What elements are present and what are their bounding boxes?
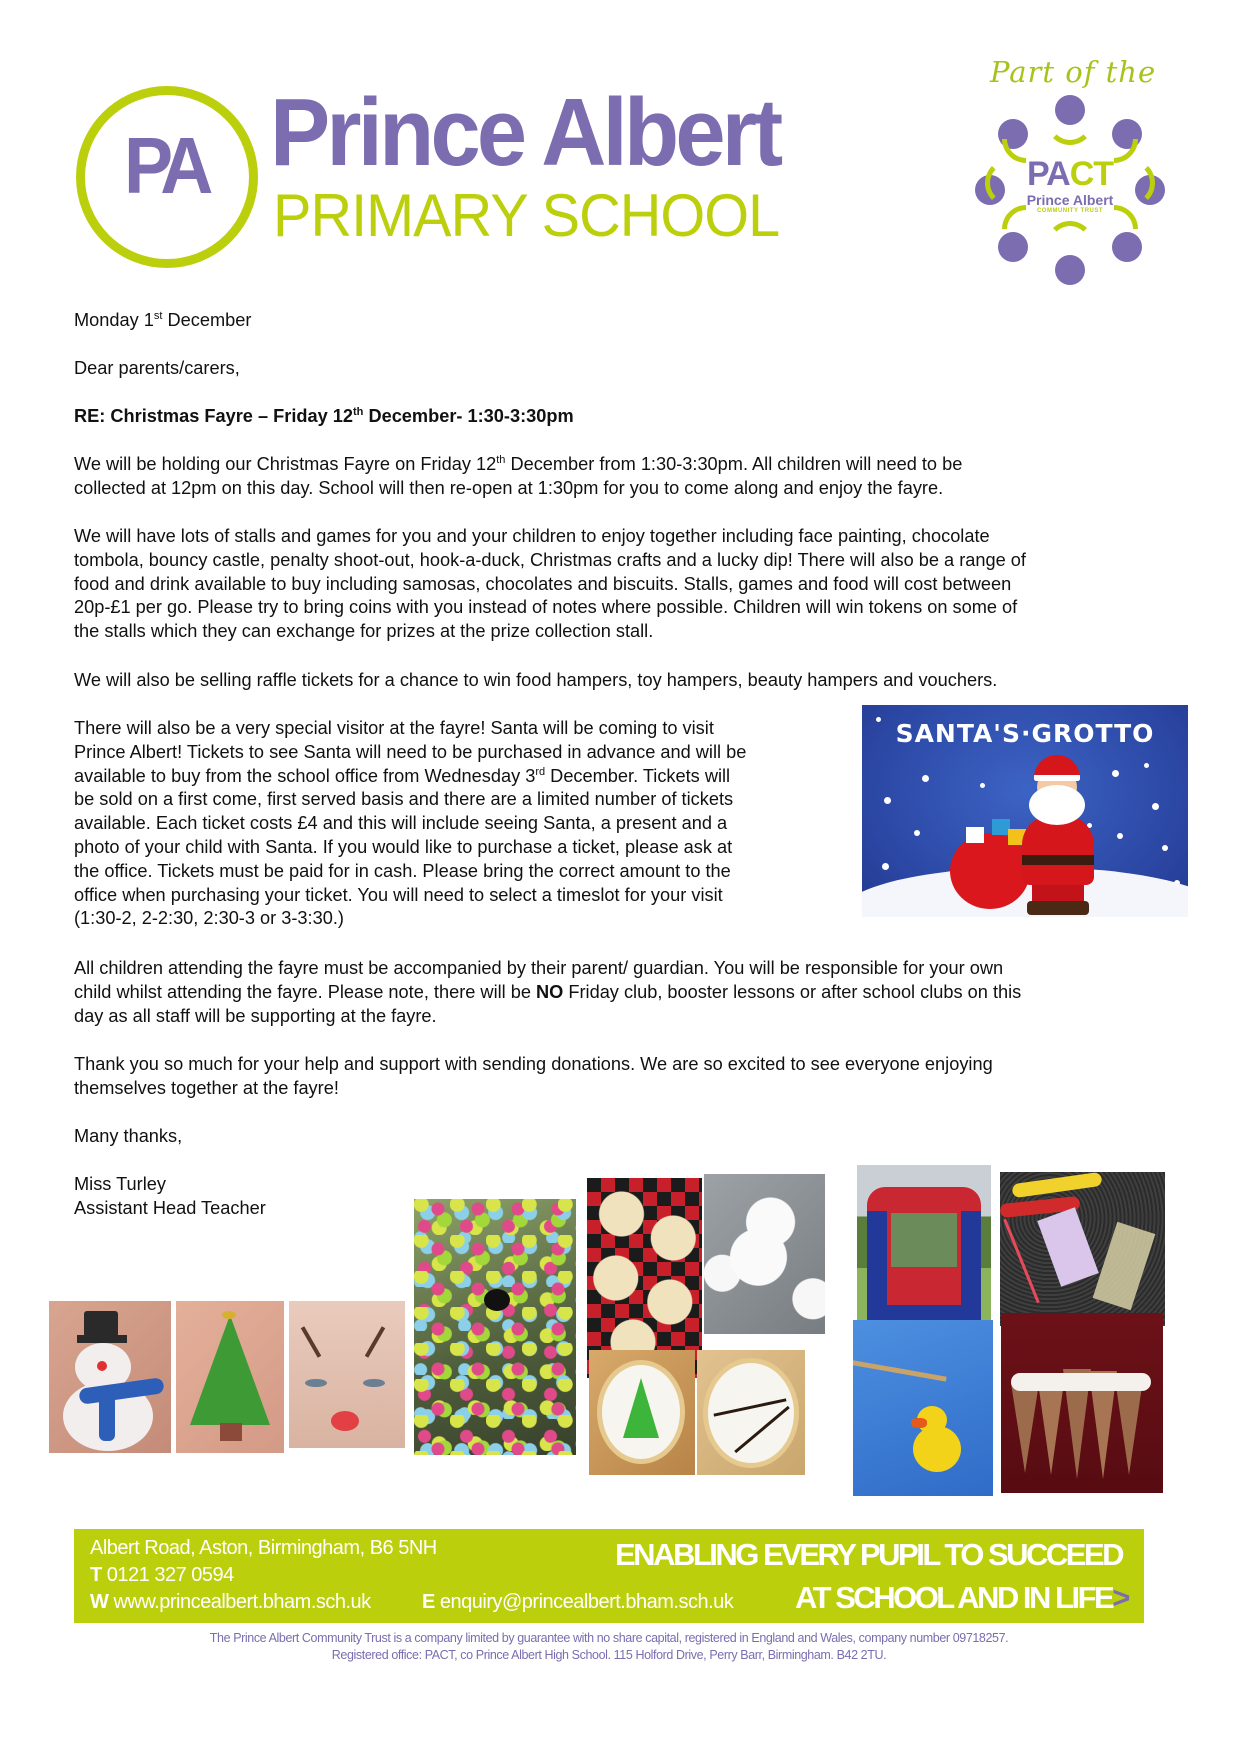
photo-lights-biscuit [697, 1350, 805, 1475]
paragraph-2: We will have lots of stalls and games for you and your children to enjoy together including face painting, chocolate tombola, bouncy castle, penalty shoot-out, hook-a-duck, Christmas crafts and a lucky dip! There will also be a range of food and drink available to buy including samosas, chocolates and biscuits. Stalls, games and food will cost between 20p-£1 per go. Please try to bring coins with you instead of notes where possible. Children will win tokens on some of the stalls which they can exchange for prizes at the prize collection stall. [74, 526, 1026, 642]
pact-name: Prince Albert [1026, 192, 1114, 208]
signer-name: Miss Turley [74, 1174, 166, 1194]
pact-arc-icon [1046, 221, 1094, 269]
photo-reindeer-cones [1001, 1313, 1163, 1493]
pact-caption: Part of the [990, 55, 1157, 89]
signer-title: Assistant Head Teacher [74, 1197, 266, 1218]
legal-notice: The Prince Albert Community Trust is a company limited by guarantee with no share capital, registered in England and Wales, company number 09718257. Registered office: PACT, co Prince Albert High School. 115 Holford Drive, Perry Barr, Birmingham. B42 2TU. [209, 1631, 1009, 1662]
school-subtitle: PRIMARY SCHOOL [273, 182, 780, 249]
photo-face-paint-snowman [49, 1301, 171, 1453]
footer-slogan-line2: AT SCHOOL AND IN LIFE> [795, 1580, 1128, 1615]
pact-arc-icon [1046, 97, 1094, 145]
photo-hamper [414, 1199, 576, 1455]
photo-face-paint-reindeer [289, 1301, 405, 1448]
sign-off: Many thanks, [74, 1126, 183, 1146]
photo-tree-biscuit [589, 1350, 695, 1475]
logo-initials: PA [123, 121, 207, 210]
pact-subname: COMMUNITY TRUST [1036, 208, 1104, 214]
footer-email[interactable]: E enquiry@princealbert.bham.sch.uk [422, 1591, 734, 1613]
photo-hook-a-duck [853, 1320, 993, 1496]
santas-grotto-image [862, 705, 1188, 917]
footer-website[interactable]: W www.princealbert.bham.sch.uk [90, 1591, 371, 1613]
photo-bouncy-castle [857, 1165, 991, 1337]
footer-phone: T 0121 327 0594 [90, 1564, 234, 1586]
paragraph-1: We will be holding our Christmas Fayre on Friday 12th December from 1:30-3:30pm. All children will need to be collected at 12pm on this day. School will then re-open at 1:30pm for you to come along and enjoy the fayre. [74, 454, 963, 498]
paragraph-3: We will also be selling raffle tickets for a chance to win food hampers, toy hampers, beauty hampers and vouchers. [74, 670, 998, 690]
santa-icon [1022, 815, 1094, 885]
pact-title: PACT [1026, 155, 1114, 193]
grotto-title: SANTA'S·GROTTO [895, 719, 1155, 748]
footer-slogan-line1: ENABLING EVERY PUPIL TO SUCCEED [615, 1537, 1123, 1572]
paragraph-5: All children attending the fayre must be accompanied by their parent/ guardian. You will be responsible for your own child whilst attending the fayre. Please note, there will be NO Friday club, booster lessons or after school clubs on this day as all staff will be supporting at the fayre. [74, 958, 1022, 1026]
photo-snowman-biscuits [704, 1174, 825, 1334]
paragraph-4: There will also be a very special visitor at the fayre! Santa will be coming to visit Prince Albert! Tickets to see Santa will need to be purchased in advance and will be available to buy from the school office from Wednesday 3rd December. Tickets will be sold on a first come, first served basis and there are a limited number of tickets available. Each ticket costs £4 and this will include seeing Santa, a present and a photo of your child with Santa. If you would like to purchase a ticket, please ask at the office. Tickets must be paid for in cash. Please bring the correct amount to the office when purchasing your ticket. You will need to select a timeslot for your visit (1:30-2, 2-2:30, 2:30-3 or 3-3:30.) [74, 718, 747, 929]
signature [74, 1173, 266, 1221]
paragraph-6: Thank you so much for your help and support with sending donations. We are so excited to see everyone enjoying themselves together at the fayre! [74, 1054, 993, 1098]
footer-address: Albert Road, Aston, Birmingham, B6 5NH [90, 1537, 437, 1559]
school-name: Prince Albert [270, 79, 780, 186]
chevron-right-icon: > [1112, 1580, 1128, 1615]
photo-face-paint-tree [176, 1301, 284, 1453]
photo-reindeer-biscuits [587, 1178, 702, 1378]
photo-lucky-dip-toys [1000, 1172, 1165, 1326]
letter-subject: RE: Christmas Fayre – Friday 12th December- 1:30-3:30pm [74, 406, 574, 426]
salutation: Dear parents/carers, [74, 358, 240, 378]
letter-date: Monday 1st December [74, 310, 252, 330]
